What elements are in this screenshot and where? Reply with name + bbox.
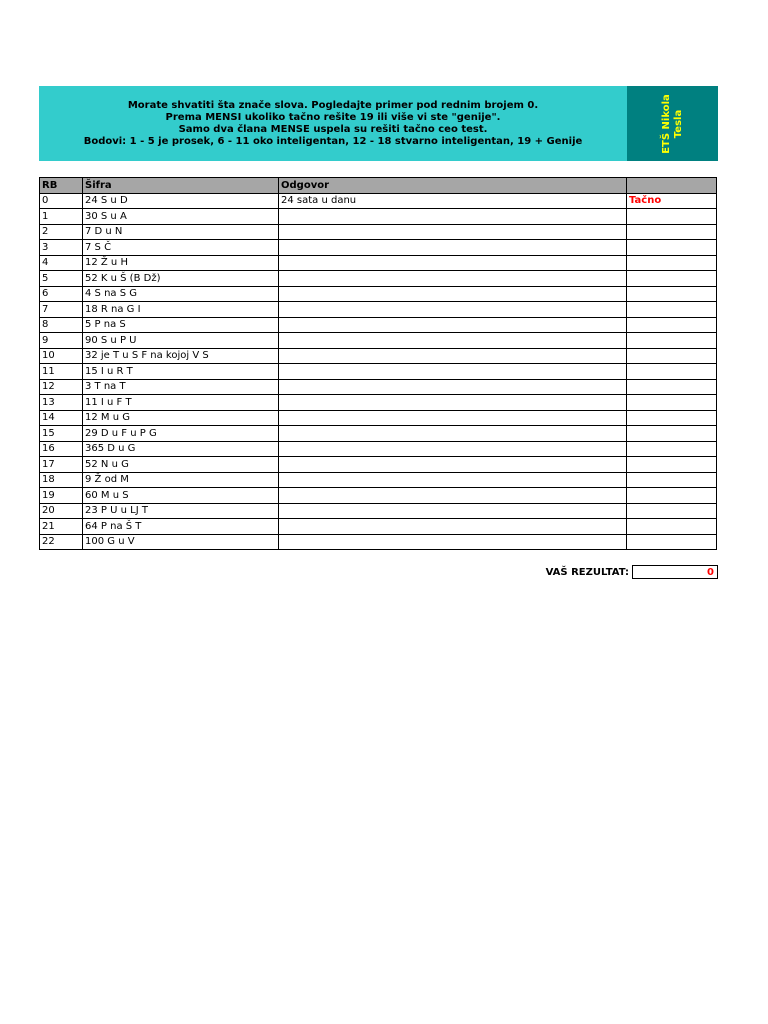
rb-cell: 10 — [40, 348, 83, 364]
rb-cell: 20 — [40, 503, 83, 519]
status-cell — [627, 457, 717, 473]
table-row — [40, 441, 717, 457]
rb-cell: 19 — [40, 488, 83, 504]
table-row — [40, 410, 717, 426]
rb-cell: 22 — [40, 534, 83, 550]
answer-cell[interactable] — [279, 503, 627, 519]
status-cell — [627, 333, 717, 349]
instruction-line-2: Prema MENSI ukoliko tačno rešite 19 ili više vi ste "genije". — [165, 111, 501, 123]
answer-cell[interactable] — [279, 333, 627, 349]
code-cell: 12 M u G — [83, 410, 279, 426]
school-label-line-2: Tesla — [672, 109, 684, 138]
rb-cell: 1 — [40, 209, 83, 225]
answer-cell[interactable] — [279, 271, 627, 287]
rb-cell: 15 — [40, 426, 83, 442]
answer-cell[interactable] — [279, 364, 627, 380]
rb-cell: 13 — [40, 395, 83, 411]
result-value: 0 — [632, 565, 718, 579]
code-cell: 11 I u F T — [83, 395, 279, 411]
status-cell — [627, 472, 717, 488]
table-row — [40, 379, 717, 395]
table-header-row — [40, 178, 717, 194]
answer-cell[interactable] — [279, 302, 627, 318]
code-cell: 52 K u Š (B Dž) — [83, 271, 279, 287]
table-row — [40, 286, 717, 302]
code-cell: 12 Ž u H — [83, 255, 279, 271]
instruction-line-1: Morate shvatiti šta znače slova. Pogledajte primer pod rednim brojem 0. — [127, 99, 539, 111]
code-cell: 3 T na T — [83, 379, 279, 395]
code-cell: 7 S Č — [83, 240, 279, 256]
column-header-status — [627, 178, 717, 194]
rb-cell: 4 — [40, 255, 83, 271]
table-row — [40, 193, 717, 209]
rb-cell: 21 — [40, 519, 83, 535]
answer-cell[interactable] — [279, 209, 627, 225]
instructions-text — [39, 86, 627, 161]
table-row — [40, 426, 717, 442]
rb-cell: 6 — [40, 286, 83, 302]
status-cell — [627, 410, 717, 426]
answer-cell[interactable] — [279, 472, 627, 488]
status-cell — [627, 209, 717, 225]
result-label: VAŠ REZULTAT: — [545, 566, 629, 578]
table-row — [40, 519, 717, 535]
table-row — [40, 240, 717, 256]
answer-cell[interactable] — [279, 224, 627, 240]
code-cell: 9 Ž od M — [83, 472, 279, 488]
table-row — [40, 348, 717, 364]
status-cell — [627, 348, 717, 364]
code-cell: 5 P na S — [83, 317, 279, 333]
status-cell — [627, 503, 717, 519]
answer-cell[interactable] — [279, 317, 627, 333]
rb-cell: 14 — [40, 410, 83, 426]
answer-cell[interactable] — [279, 379, 627, 395]
table-row — [40, 503, 717, 519]
code-cell: 4 S na S G — [83, 286, 279, 302]
answer-cell[interactable] — [279, 519, 627, 535]
table-row — [40, 271, 717, 287]
quiz-table — [39, 177, 717, 550]
school-label-cell — [627, 86, 718, 161]
column-header-sifra: Šifra — [83, 178, 279, 194]
status-cell — [627, 426, 717, 442]
rb-cell: 18 — [40, 472, 83, 488]
answer-cell[interactable] — [279, 488, 627, 504]
rb-cell: 12 — [40, 379, 83, 395]
instruction-line-3: Samo dva člana MENSE uspela su rešiti tačno ceo test. — [178, 123, 488, 135]
code-cell: 64 P na Š T — [83, 519, 279, 535]
status-cell — [627, 240, 717, 256]
answer-cell[interactable] — [279, 240, 627, 256]
rb-cell: 17 — [40, 457, 83, 473]
table-row — [40, 209, 717, 225]
table-row — [40, 457, 717, 473]
answer-cell[interactable] — [279, 255, 627, 271]
status-cell — [627, 534, 717, 550]
status-cell — [627, 286, 717, 302]
rb-cell: 8 — [40, 317, 83, 333]
answer-cell[interactable] — [279, 457, 627, 473]
rb-cell: 0 — [40, 193, 83, 209]
status-cell — [627, 441, 717, 457]
status-cell — [627, 488, 717, 504]
status-cell — [627, 255, 717, 271]
code-cell: 7 D u N — [83, 224, 279, 240]
instructions-banner — [39, 86, 718, 161]
status-cell: Tačno — [627, 193, 717, 209]
column-header-rb: RB — [40, 178, 83, 194]
table-row — [40, 472, 717, 488]
rb-cell: 3 — [40, 240, 83, 256]
status-cell — [627, 271, 717, 287]
school-label — [661, 94, 685, 154]
code-cell: 60 M u S — [83, 488, 279, 504]
status-cell — [627, 395, 717, 411]
table-body — [40, 193, 717, 550]
status-cell — [627, 302, 717, 318]
rb-cell: 9 — [40, 333, 83, 349]
code-cell: 18 R na G I — [83, 302, 279, 318]
answer-cell[interactable] — [279, 441, 627, 457]
rb-cell: 2 — [40, 224, 83, 240]
status-cell — [627, 519, 717, 535]
instruction-line-4: Bodovi: 1 - 5 je prosek, 6 - 11 oko inteligentan, 12 - 18 stvarno inteligentan, 19 + Genije — [83, 135, 583, 147]
code-cell: 30 S u A — [83, 209, 279, 225]
answer-cell[interactable] — [279, 410, 627, 426]
code-cell: 100 G u V — [83, 534, 279, 550]
table-row — [40, 534, 717, 550]
table-row — [40, 255, 717, 271]
status-cell — [627, 317, 717, 333]
answer-cell[interactable]: 24 sata u danu — [279, 193, 627, 209]
table-row — [40, 224, 717, 240]
status-cell — [627, 224, 717, 240]
table-row — [40, 395, 717, 411]
result-area — [400, 564, 718, 580]
answer-cell[interactable] — [279, 534, 627, 550]
rb-cell: 7 — [40, 302, 83, 318]
rb-cell: 11 — [40, 364, 83, 380]
status-cell — [627, 379, 717, 395]
rb-cell: 16 — [40, 441, 83, 457]
code-cell: 23 P U u LJ T — [83, 503, 279, 519]
answer-cell[interactable] — [279, 348, 627, 364]
table-row — [40, 333, 717, 349]
code-cell: 29 D u F u P G — [83, 426, 279, 442]
answer-cell[interactable] — [279, 426, 627, 442]
answer-cell[interactable] — [279, 395, 627, 411]
table-row — [40, 364, 717, 380]
status-cell — [627, 364, 717, 380]
rb-cell: 5 — [40, 271, 83, 287]
code-cell: 365 D u G — [83, 441, 279, 457]
table-row — [40, 317, 717, 333]
code-cell: 32 je T u S F na kojoj V S — [83, 348, 279, 364]
code-cell: 90 S u P U — [83, 333, 279, 349]
code-cell: 15 I u R T — [83, 364, 279, 380]
code-cell: 52 N u G — [83, 457, 279, 473]
school-label-line-1: ETŠ Nikola — [660, 93, 672, 154]
column-header-odgovor: Odgovor — [279, 178, 627, 194]
code-cell: 24 S u D — [83, 193, 279, 209]
answer-cell[interactable] — [279, 286, 627, 302]
table-row — [40, 488, 717, 504]
table-row — [40, 302, 717, 318]
